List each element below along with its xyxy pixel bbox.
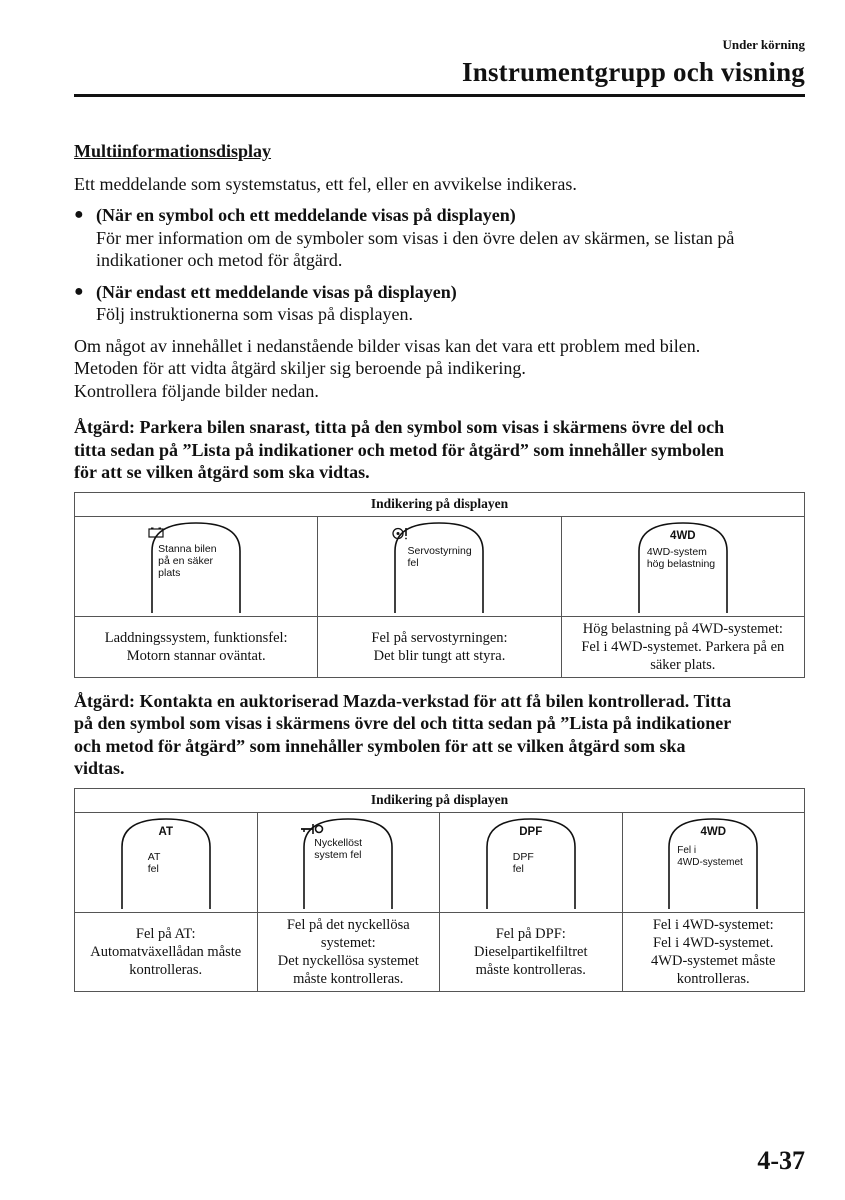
display-image-cell [75,812,258,912]
page-number: 4-37 [757,1146,805,1175]
display-image-cell [622,812,805,912]
bullet-text-line: Följ instruktionerna som visas på displayen. [96,304,413,324]
display-message: Fel i 4WD-systemet [677,844,743,868]
table-header: Indikering på displayen [75,492,805,516]
action-instruction-2 [74,690,805,780]
action-line: och metod för åtgärd” som innehåller symbolen för att se vilken åtgärd som ska [74,735,686,756]
running-section-label: Under körning [722,37,805,52]
display-image-cell [561,516,804,616]
indication-description: Fel på DPF: Dieselpartikelfiltret måste kontrolleras. [440,912,623,991]
4wd-icon: 4WD [670,529,696,542]
bullet-item [74,204,805,272]
display-image-cell [318,516,561,616]
action-line: för att se vilken åtgärd som ska vidtas. [74,462,370,482]
indication-description: Laddningssystem, funktionsfel: Motorn stannar oväntat. [75,616,318,677]
display-message: 4WD-system hög belastning [646,545,716,570]
action-line: titta sedan på ”Lista på indikationer och metod för åtgärd” som innehåller symbolen [74,439,725,460]
bullet-text-line: För mer information om de symboler som visas i den övre delen av skärmen, se listan på [96,227,735,248]
action-instruction-1 [74,416,805,484]
display-message: Nyckellöst system fel [314,836,363,861]
intro-paragraph: Ett meddelande som systemstatus, ett fel, eller en avvikelse indikeras. [74,173,577,194]
header-divider [74,94,805,97]
display-screen [665,817,761,909]
display-image-cell [257,812,440,912]
paragraph-line: Om något av innehållet i nedanstående bilder visas kan det vara ett problem med bilen. [74,335,701,356]
bullet-text-line: indikationer och metod för åtgärd. [96,250,343,270]
indication-description: Hög belastning på 4WD-systemet: Fel i 4WD-systemet. Parkera på en säker plats. [561,616,804,677]
indication-description: Fel i 4WD-systemet: Fel i 4WD-systemet. 4WD-systemet måste kontrolleras. [622,912,805,991]
page-title: Instrumentgrupp och visning [462,57,805,87]
indication-table-2 [74,788,805,992]
display-screen [300,817,396,909]
bullet-title: (När en symbol och ett meddelande visas på displayen) [96,205,516,225]
display-screen [483,817,579,909]
display-image-cell [440,812,623,912]
display-message: DPF fel [512,850,534,875]
action-line: Åtgärd: Parkera bilen snarast, titta på den symbol som visas i skärmens övre del och [74,417,725,437]
page-content [74,140,805,992]
indication-description: Fel på servostyrningen: Det blir tungt att styra. [318,616,561,677]
table-header: Indikering på displayen [75,788,805,812]
dpf-icon: DPF [519,825,543,838]
display-screen [148,521,244,613]
paragraph-line: Kontrollera följande bilder nedan. [74,380,319,401]
display-image-cell [75,516,318,616]
display-message: AT fel [147,850,161,875]
4wd-icon: 4WD [700,825,727,838]
bullet-item [74,281,805,326]
indication-table-1 [74,492,805,678]
display-message: Stanna bilen på en säker plats [158,542,217,579]
display-screen [118,817,214,909]
action-line: på den symbol som visas i skärmens övre del och titta sedan på ”Lista på indikationer [74,713,732,733]
action-line: vidtas. [74,758,125,778]
bullet-dot: ● [74,206,84,223]
display-message: Servostyrning fel [407,544,472,569]
indication-description: Fel på det nyckellösa systemet: Det nyckellösa systemet måste kontrolleras. [257,912,440,991]
display-screen [635,521,731,613]
section-heading: Multiinformationsdisplay [74,141,272,161]
bullet-dot: ● [74,282,84,300]
indication-description: Fel på AT: Automatväxellådan måste kontrolleras. [75,912,258,991]
bullet-title: (När endast ett meddelande visas på displayen) [96,281,457,302]
info-paragraph [74,335,805,403]
paragraph-line: Metoden för att vidta åtgärd skiljer sig beroende på indikering. [74,358,526,378]
at-icon: AT [158,825,173,838]
display-screen [391,521,487,613]
action-line: Åtgärd: Kontakta en auktoriserad Mazda-verkstad för att få bilen kontrollerad. Titta [74,690,732,711]
